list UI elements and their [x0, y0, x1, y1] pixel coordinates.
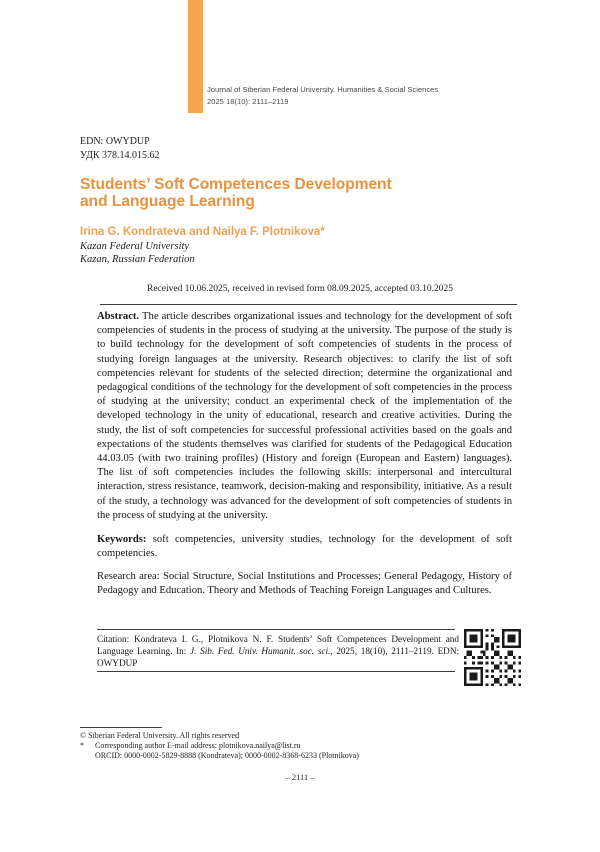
affiliation-line2: Kazan, Russian Federation	[80, 253, 195, 265]
received-dates: Received 10.06.2025, received in revised form 08.09.2025, accepted 03.10.2025	[146, 284, 454, 294]
journal-header	[207, 84, 537, 107]
page-title-line2: and Language Learning	[80, 193, 255, 210]
edn-code: EDN: OWYDUP	[80, 136, 150, 147]
research-area-paragraph: Research area: Social Structure, Social Institutions and Processes; General Pedagogy, History of Pedagogy and Education. Theory and Methods of Teaching Foreign Languages and Cultures.	[97, 571, 512, 597]
abstract-text: The article describes organizational issues and technology for the development of soft competencies of students in the process of studying at the university. The purpose of the study is to build technology for the development of soft competencies of students in the process of studying foreign languages at the university. Research objectives: to clarify the list of soft competencies relevant for students of the selected direction; determine the organizational and pedagogical conditions of the technology for the development of soft competencies in the process of studying at the university; conduct an experimental check of the implementation of the developed technology in the unity of educational, research and creative activities. During the study, the list of soft competencies for successful professional activities based on the goals and expectations of the students themselves was clarified for students of the Pedagogical Education 44.03.05 (with two training profiles) (History and foreign (European and Eastern) languages). The list of soft competencies includes the following skills: interpersonal and intercultural interaction, stress resistance, teamwork, decision-making and responsibility, initiative. As a result of the study, a technology was advanced for the development of soft competencies of students in the process of studying at the university.	[97, 311, 512, 521]
keywords-paragraph	[97, 533, 512, 561]
keywords-label: Keywords:	[97, 534, 147, 545]
corresponding-author-text: Corresponding author E-mail address: plotnikova.nailya@list.ru	[95, 741, 301, 750]
citation-journal-abbrev: J. Sib. Fed. Univ. Humanit. soc. sci.	[190, 646, 331, 656]
affiliation-line1: Kazan Federal University	[80, 241, 190, 252]
citation-block	[97, 633, 459, 669]
citation-prefix: Citation: Kondrateva I. G., Plotnikova N. F. Students’ Soft Competences Development and Language Learning. In:	[97, 634, 459, 656]
abstract-paragraph	[97, 310, 512, 523]
divider-footer	[80, 727, 162, 728]
copyright-line: © Siberian Federal University. All rights reserved	[80, 731, 240, 740]
page-number: – 2111 –	[285, 772, 315, 782]
journal-header-line2: 2025 18(10): 2111–2119	[207, 96, 289, 106]
orcid-line: ORCID: 0000-0002-5829-8888 (Kondrateva); 0000-0002-8368-6233 (Plotnikova)	[95, 751, 359, 760]
keywords-text: soft competencies, university studies, technology for the development of soft competencies.	[97, 534, 512, 560]
affiliation	[80, 241, 195, 266]
journal-header-line1: Journal of Siberian Federal University. Humanities & Social Sciences	[207, 85, 439, 94]
id-block	[80, 135, 160, 162]
footnote-block	[80, 731, 520, 761]
udk-code: УДК 378.14.015.62	[80, 149, 160, 161]
corresponding-author-line	[80, 741, 520, 751]
page-title-line1: Students’ Soft Competences Development	[80, 176, 392, 193]
divider-citation-bottom	[97, 671, 455, 672]
accent-bar	[188, 0, 203, 113]
abstract-label: Abstract.	[97, 311, 140, 322]
asterisk-marker: *	[80, 741, 84, 750]
qr-code-icon	[464, 629, 521, 686]
qr-code-svg	[464, 629, 521, 686]
divider-citation-top	[97, 629, 455, 630]
citation-suffix: , 2025, 18(10), 2111–2119. EDN: OWYDUP	[97, 646, 460, 668]
divider-received	[100, 304, 517, 305]
authors-line: Irina G. Kondrateva and Nailya F. Plotnikova*	[80, 226, 325, 238]
page-title	[80, 176, 510, 210]
